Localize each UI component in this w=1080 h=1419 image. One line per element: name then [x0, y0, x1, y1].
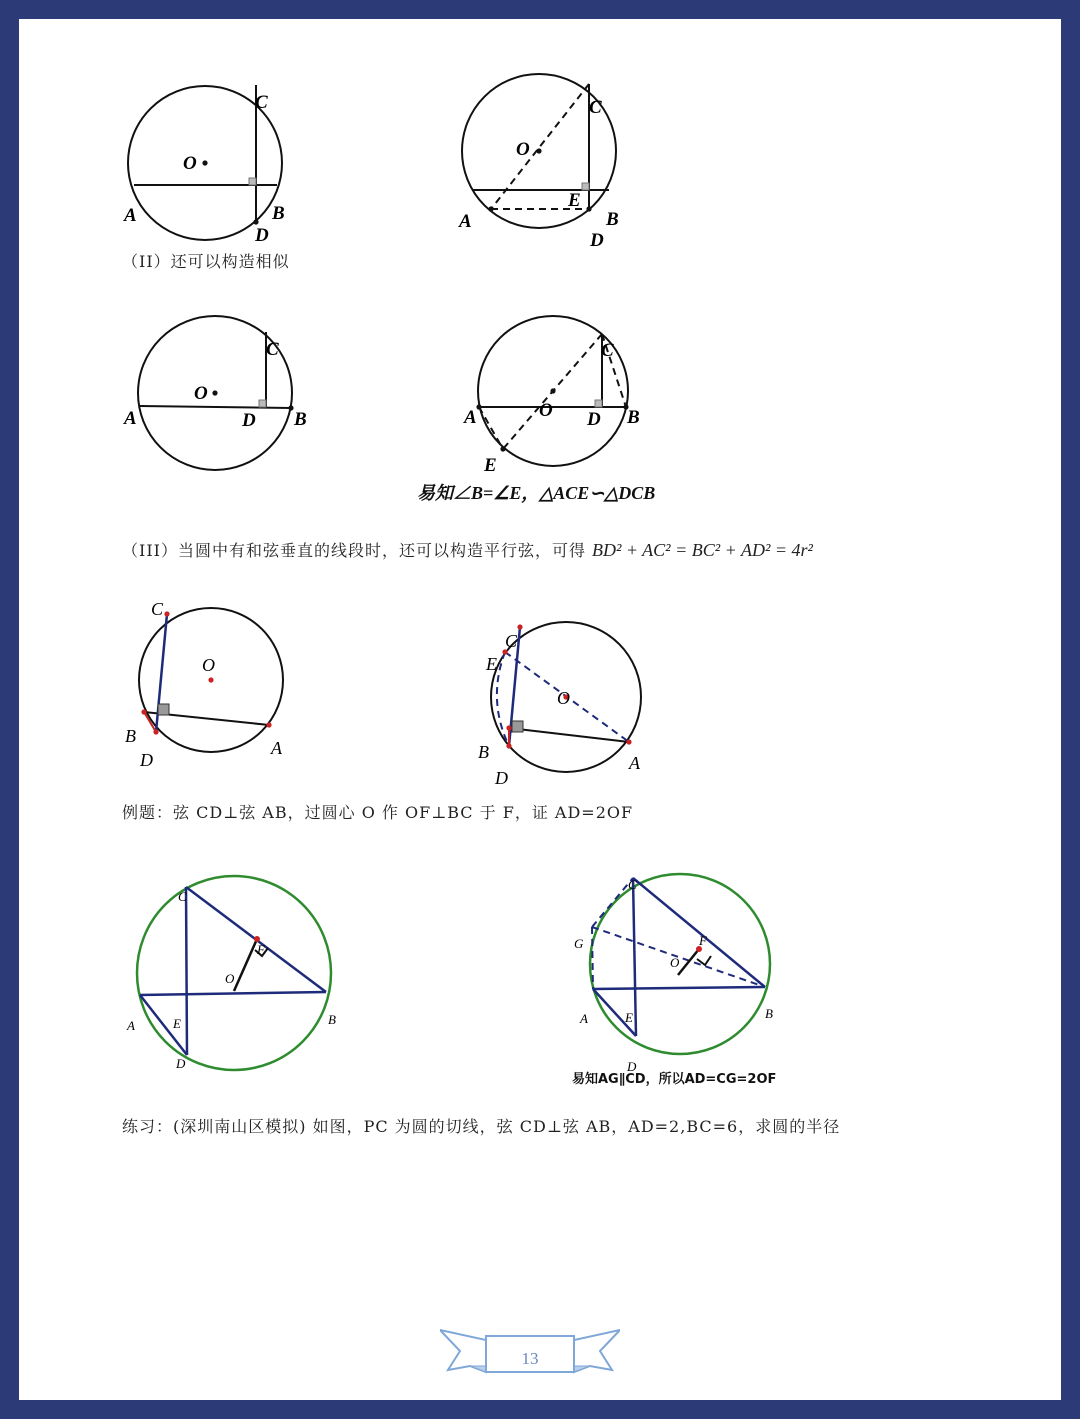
point-label-b: B	[765, 1006, 773, 1021]
point-label-a: A	[464, 407, 477, 428]
figure-8-caption: 易知AG∥CD，所以AD=CG=2OF	[572, 1072, 777, 1087]
point-label-b: B	[328, 1012, 336, 1027]
point-label-c: C	[589, 97, 602, 118]
section-3-text	[122, 538, 813, 561]
point-label-d: D	[242, 410, 256, 431]
point-label-b: B	[478, 742, 489, 762]
point-label-c: C	[178, 889, 187, 904]
point-label-o: O	[670, 955, 680, 970]
point-label-e: E	[173, 1016, 181, 1031]
point-label-a: A	[127, 1018, 135, 1033]
point-label-o: O	[194, 383, 208, 404]
point-label-d: D	[140, 750, 153, 770]
example-text: 例题：弦 CD⊥弦 AB，过圆心 O 作 OF⊥BC 于 F，证 AD=2OF	[122, 803, 634, 822]
point-label-d: D	[176, 1056, 186, 1071]
figure-circle-diameter-construction	[444, 59, 664, 259]
figure-4-caption: 易知∠B=∠E，△ACE∽△DCB	[417, 483, 656, 503]
point-label-a: A	[124, 408, 137, 429]
point-label-d: D	[627, 1059, 637, 1074]
point-label-c: C	[601, 340, 614, 361]
point-label-c: C	[255, 92, 268, 113]
point-label-d: D	[587, 409, 601, 430]
point-label-o: O	[557, 688, 570, 708]
point-label-c: C	[151, 599, 164, 619]
point-label-b: B	[606, 209, 619, 230]
figure-example-solution	[569, 854, 809, 1074]
point-label-o: O	[539, 400, 553, 421]
point-label-o: O	[225, 971, 235, 986]
point-label-d: D	[255, 225, 269, 246]
point-label-a: A	[124, 205, 137, 226]
point-label-b: B	[294, 409, 307, 430]
point-label-e: E	[484, 455, 497, 476]
figure-circle-perpendicular-chords	[114, 594, 314, 774]
point-label-e: E	[486, 654, 497, 674]
point-label-a: A	[629, 753, 640, 773]
point-label-b: B	[125, 726, 136, 746]
point-label-e: E	[568, 190, 581, 211]
point-label-a: A	[271, 738, 282, 758]
point-label-d: D	[590, 230, 604, 251]
figure-circle-diameter-perpendicular	[109, 299, 339, 499]
exercise-text: 练习：(深圳南山区模拟) 如图，PC 为圆的切线，弦 CD⊥弦 AB，AD=2,BC=6，求圆的半径	[122, 1117, 841, 1136]
section-2-text: （II）还可以构造相似	[122, 252, 290, 271]
point-label-c: C	[505, 631, 518, 651]
point-label-f: F	[699, 933, 707, 948]
document-page	[19, 19, 1061, 1400]
point-label-o: O	[183, 153, 197, 174]
point-label-o: O	[516, 139, 530, 160]
figure-circle-chord-perpendicular	[109, 59, 329, 259]
point-label-e: E	[625, 1010, 633, 1025]
point-label-b: B	[627, 407, 640, 428]
point-label-a: A	[580, 1011, 588, 1026]
point-label-o: O	[202, 655, 215, 675]
point-label-g: G	[574, 936, 584, 951]
point-label-c: C	[266, 339, 279, 360]
section-3-formula: BD² + AC² = BC² + AD² = 4r²	[591, 540, 813, 560]
point-label-d: D	[495, 768, 508, 788]
section-3-label: （III）当圆中有和弦垂直的线段时，还可以构造平行弦，可得	[122, 541, 586, 560]
point-label-b: B	[272, 203, 285, 224]
point-label-f: F	[257, 942, 265, 957]
figure-circle-parallel-chord	[469, 604, 669, 788]
page-number-badge	[440, 1326, 620, 1382]
figure-circle-similar-triangles	[459, 299, 679, 499]
point-label-c: C	[628, 877, 637, 892]
page-number: 13	[521, 1349, 539, 1368]
point-label-a: A	[459, 211, 472, 232]
figure-example-problem	[119, 864, 359, 1084]
